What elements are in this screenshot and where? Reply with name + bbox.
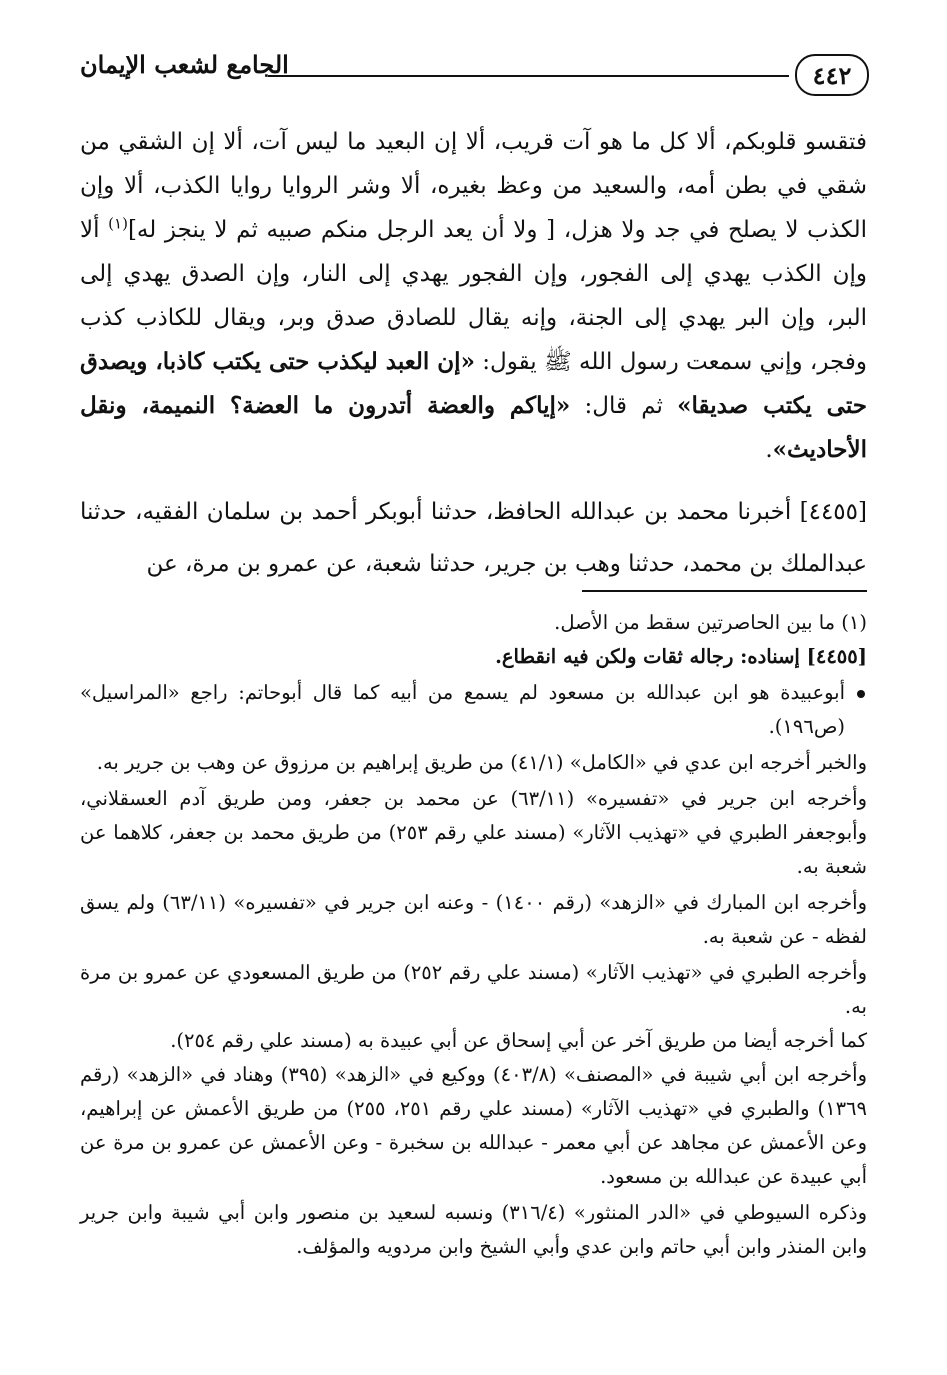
header-rule: [268, 75, 789, 77]
paragraph-hadith: [80, 120, 867, 472]
bullet-icon: [857, 690, 865, 698]
footnote-bullet: [80, 676, 867, 744]
page-number: ٤٤٢: [795, 54, 869, 96]
footnote-1: (١) ما بين الحاصرتين سقط من الأصل.: [554, 611, 867, 634]
text-segment: ثم قال:: [570, 393, 678, 419]
text-segment: فتقسو قلوبكم، ألا كل ما هو آت قريب، ألا إن البعيد ما ليس آت، ألا إن الشقي من شقي في بطن أمه، والسعيد من وعظ بغيره، ألا وشر الروايا روايا الكذب، ألا وإن الكذب لا يصلح في جد ولا هزل، [ ولا أن يعد الرجل منكم صبيه ثم لا ينجز له]: [80, 129, 867, 243]
text-segment: ألا وإن الكذب يهدي إلى الفجور، وإن الفجور يهدي إلى النار، وإن الصدق يهدي إلى البر، وإن البر يهدي إلى الجنة، وإنه يقال للصادق صدق وبر، ويقال للكاذب كذب وفجر، وإني سمعت رسول الله ﷺ يقول:: [80, 217, 867, 375]
footnote-para: وأخرجه ابن المبارك في «الزهد» (رقم ١٤٠٠) - وعنه ابن جرير في «تفسيره» (٦٣/١١) ولم يسق لفظه - عن شعبة به.: [80, 891, 867, 948]
footnote-isnad: [٤٤٥٥] إسناده: رجاله ثقات ولكن فيه انقطاع.: [495, 645, 867, 668]
footnote-marker: (١): [108, 214, 128, 233]
footnotes: [80, 606, 867, 1264]
quote-bold: «إن العبد ليكذب حتى يكتب كاذبا، ويصدق حتى يكتب صديقا»: [80, 348, 867, 419]
book-title: الجامع لشعب الإيمان: [80, 50, 289, 79]
page-header: [80, 42, 869, 104]
footnote-para: وذكره السيوطي في «الدر المنثور» (٣١٦/٤) ونسبه لسعيد بن منصور وابن أبي شيبة وابن جرير وابن المنذر وابن أبي حاتم وابن عدي وأبي الشيخ وابن مردويه والمؤلف.: [80, 1201, 867, 1258]
footnote-para: وأخرجه الطبري في «تهذيب الآثار» (مسند علي رقم ٢٥٢) من طريق المسعودي عن عمرو بن مرة به.: [80, 961, 867, 1018]
footnote-para: والخبر أخرجه ابن عدي في «الكامل» (٤١/١) من طريق إبراهيم بن مرزوق عن وهب بن جرير به.: [96, 751, 867, 774]
footnote-separator: [582, 590, 867, 592]
text-segment: .: [765, 437, 773, 463]
main-text: [80, 120, 867, 590]
footnote-para: وأخرجه ابن جرير في «تفسيره» (٦٣/١١) عن محمد بن جعفر، ومن طريق آدم العسقلاني، وأبوجعفر الطبري في «تهذيب الآثار» (مسند علي رقم ٢٥٣) من طريق محمد بن جعفر، كلاهما عن شعبة به.: [80, 787, 868, 878]
footnote-para: وأخرجه ابن أبي شيبة في «المصنف» (٤٠٣/٨) ووكيع في «الزهد» (٣٩٥) وهناد في «الزهد» (رقم ١٣٦٩) والطبري في «تهذيب الآثار» (مسند علي رقم ٢٥١، ٢٥٥) من طريق الأعمش عن إبراهيم، وعن الأعمش عن مجاهد عن أبي معمر - عبدالله بن سخبرة - وعن الأعمش عن عمرو بن مرة عن أبي عبيدة عن عبدالله بن مسعود.: [80, 1063, 867, 1188]
paragraph-isnad: [٤٤٥٥] أخبرنا محمد بن عبدالله الحافظ، حدثنا أبوبكر أحمد بن سلمان الفقيه، حدثنا عبدالملك بن محمد، حدثنا وهب بن جرير، حدثنا شعبة، عن عمرو بن مرة، عن: [80, 499, 867, 577]
quote-bold: «إياكم والعضة أتدرون ما العضة؟ النميمة، ونقل الأحاديث»: [80, 392, 867, 463]
footnote-para: كما أخرجه أيضا من طريق آخر عن أبي إسحاق عن أبي عبيدة به (مسند علي رقم ٢٥٤).: [170, 1029, 867, 1052]
bullet-text: أبوعبيدة هو ابن عبدالله بن مسعود لم يسمع من أبيه كما قال أبوحاتم: راجع «المراسيل» (ص١٩٦).: [80, 681, 845, 738]
